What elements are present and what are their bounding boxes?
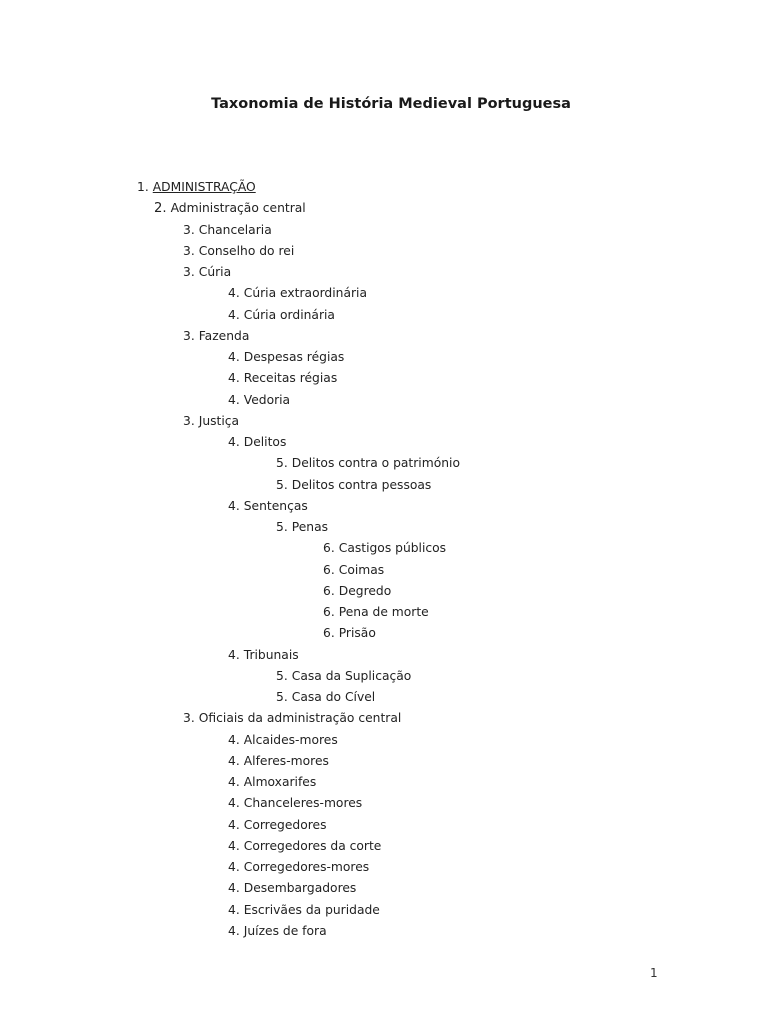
item-number: 4. xyxy=(228,392,240,407)
item-number: 5. xyxy=(276,456,288,471)
item-number: 3. xyxy=(183,328,195,343)
taxonomy-item-level-6 xyxy=(0,623,768,644)
taxonomy-item-level-3 xyxy=(0,326,768,347)
item-number: 4. xyxy=(228,286,240,301)
taxonomy-item-level-3 xyxy=(0,220,768,241)
item-number: 6. xyxy=(323,583,335,598)
item-label: Castigos públicos xyxy=(338,541,447,556)
taxonomy-item-level-5 xyxy=(0,475,768,496)
item-number: 6. xyxy=(323,541,335,556)
taxonomy-item-level-4 xyxy=(0,496,768,517)
taxonomy-item-level-6 xyxy=(0,602,768,623)
item-number: 5. xyxy=(276,668,288,683)
item-label: Justiça xyxy=(198,413,240,428)
taxonomy-item-level-3 xyxy=(0,708,768,729)
item-label: Vedoria xyxy=(243,392,291,407)
item-label: Delitos xyxy=(243,435,287,449)
taxonomy-item-level-4 xyxy=(0,751,768,772)
item-label: Conselho do rei xyxy=(198,243,295,258)
taxonomy-list xyxy=(0,177,768,942)
item-number: 4. xyxy=(228,498,240,513)
item-label: Fazenda xyxy=(198,328,250,343)
item-number: 1. xyxy=(137,180,149,194)
item-number: 5. xyxy=(276,690,288,704)
item-label: Despesas régias xyxy=(243,350,345,364)
item-label: Alcaides-mores xyxy=(243,732,338,747)
page-number: 1 xyxy=(650,966,658,980)
taxonomy-item-level-4 xyxy=(0,645,768,666)
item-label: Alferes-mores xyxy=(243,753,329,768)
item-number: 5. xyxy=(276,477,288,492)
item-number: 4. xyxy=(228,647,240,662)
item-label: Escrivães da puridade xyxy=(243,902,380,917)
item-number: 2. xyxy=(154,201,167,217)
item-number: 4. xyxy=(228,838,240,853)
taxonomy-item-level-6 xyxy=(0,538,768,559)
item-number: 3. xyxy=(183,265,195,279)
taxonomy-item-level-4 xyxy=(0,283,768,304)
item-label: Receitas régias xyxy=(243,371,338,386)
item-number: 3. xyxy=(183,413,195,428)
item-number: 3. xyxy=(183,222,195,237)
item-label: Oficiais da administração central xyxy=(198,711,402,726)
item-label: Tribunais xyxy=(243,647,299,662)
taxonomy-item-level-4 xyxy=(0,836,768,857)
item-number: 4. xyxy=(228,732,240,747)
page-title: Taxonomia de História Medieval Portuguesa xyxy=(211,96,571,112)
taxonomy-item-level-4 xyxy=(0,921,768,942)
item-label: Delitos contra o património xyxy=(291,456,460,471)
taxonomy-item-level-3 xyxy=(0,241,768,262)
item-number: 4. xyxy=(228,753,240,768)
item-label: Cúria ordinária xyxy=(243,307,335,322)
item-label: Juízes de fora xyxy=(243,923,327,938)
taxonomy-item-level-5 xyxy=(0,517,768,538)
item-label: Delitos contra pessoas xyxy=(291,477,432,492)
taxonomy-item-level-3 xyxy=(0,262,768,283)
item-label: Corregedores-mores xyxy=(243,860,370,874)
item-number: 4. xyxy=(228,435,240,449)
item-label: Corregedores xyxy=(243,817,327,832)
item-label: Chanceleres-mores xyxy=(243,796,363,811)
taxonomy-item-level-4 xyxy=(0,878,768,899)
item-number: 4. xyxy=(228,902,240,917)
item-label: Casa da Suplicação xyxy=(291,668,412,683)
taxonomy-item-level-6 xyxy=(0,560,768,581)
taxonomy-item-level-5 xyxy=(0,666,768,687)
item-label: Administração central xyxy=(170,201,306,216)
item-label: ADMINISTRAÇÃO xyxy=(152,180,256,194)
item-number: 3. xyxy=(183,711,195,726)
item-label: Chancelaria xyxy=(198,222,272,237)
item-label: Pena de morte xyxy=(338,605,429,619)
taxonomy-item-level-4 xyxy=(0,305,768,326)
taxonomy-item-level-5 xyxy=(0,453,768,474)
taxonomy-item-level-4 xyxy=(0,390,768,411)
item-number: 6. xyxy=(323,605,335,619)
taxonomy-item-level-4 xyxy=(0,432,768,453)
taxonomy-item-level-1 xyxy=(0,177,768,198)
item-number: 6. xyxy=(323,562,335,577)
item-label: Corregedores da corte xyxy=(243,838,382,853)
taxonomy-item-level-4 xyxy=(0,772,768,793)
item-label: Prisão xyxy=(338,626,376,641)
item-label: Casa do Cível xyxy=(291,690,376,704)
taxonomy-item-level-4 xyxy=(0,815,768,836)
taxonomy-item-level-4 xyxy=(0,347,768,368)
taxonomy-item-level-4 xyxy=(0,793,768,814)
item-label: Cúria xyxy=(198,265,232,279)
taxonomy-item-level-5 xyxy=(0,687,768,708)
item-label: Degredo xyxy=(338,583,392,598)
item-label: Penas xyxy=(291,520,329,534)
item-number: 4. xyxy=(228,881,240,896)
item-number: 5. xyxy=(276,520,288,534)
item-number: 4. xyxy=(228,796,240,811)
taxonomy-item-level-4 xyxy=(0,857,768,878)
item-number: 4. xyxy=(228,860,240,874)
item-label: Coimas xyxy=(338,562,385,577)
item-number: 4. xyxy=(228,775,240,789)
taxonomy-item-level-6 xyxy=(0,581,768,602)
item-number: 6. xyxy=(323,626,335,641)
taxonomy-item-level-4 xyxy=(0,368,768,389)
taxonomy-item-level-2 xyxy=(0,198,768,219)
item-number: 3. xyxy=(183,243,195,258)
item-number: 4. xyxy=(228,350,240,364)
item-number: 4. xyxy=(228,307,240,322)
item-number: 4. xyxy=(228,371,240,386)
item-label: Sentenças xyxy=(243,498,308,513)
item-label: Cúria extraordinária xyxy=(243,286,367,301)
taxonomy-item-level-4 xyxy=(0,900,768,921)
taxonomy-item-level-4 xyxy=(0,730,768,751)
taxonomy-item-level-3 xyxy=(0,411,768,432)
item-number: 4. xyxy=(228,923,240,938)
item-label: Desembargadores xyxy=(243,881,357,896)
item-number: 4. xyxy=(228,817,240,832)
item-label: Almoxarifes xyxy=(243,775,317,789)
